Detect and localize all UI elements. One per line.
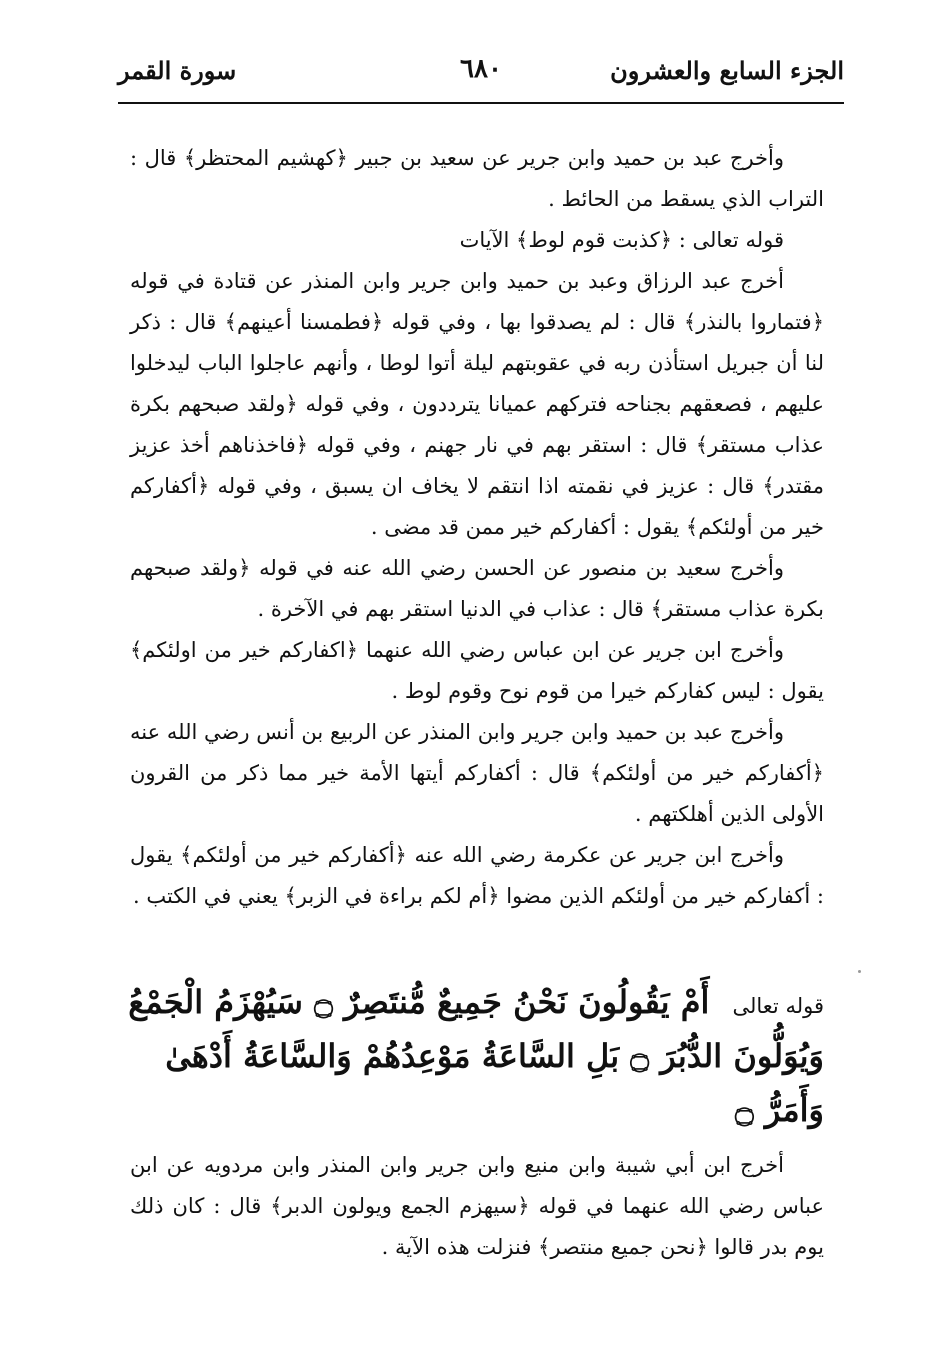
quran-verse: أَمْ يَقُولُونَ نَحْنُ جَمِيعٌ مُّنتَصِرٌ ۝ سَيُهْزَمُ الْجَمْعُ وَيُوَلُّونَ الدُّبُرَ ۝ بَلِ السَّاعَةُ مَوْعِدُهُمْ وَالسَّاعَةُ أَدْهَىٰ وَأَمَرُّ ۝ — [128, 983, 824, 1129]
final-text — [130, 1124, 824, 1289]
header-rule — [118, 102, 844, 104]
paragraph-7: وأخرج ابن جرير عن عكرمة رضي الله عنه ﴿أكفاركم خير من أولئكم﴾ يقول : أكفاركم خير من أولئكم الذين مضوا ﴿أم لكم براءة في الزبر﴾ يعني في الكتب . — [130, 843, 824, 908]
paragraph-3: أخرج عبد الرزاق وعبد بن حميد وابن جرير وابن المنذر عن قتادة في قوله ﴿فتماروا بالنذر﴾ قال : لم يصدقوا بها ، وفي قوله ﴿فطمسنا أعينهم﴾ قال : ذكر لنا أن جبريل استأذن ربه في عقوبتهم ليلة أتوا لوطا ، وأنهم عاجلوا الباب ليدخلوا عليهم ، فصعقهم بجناحه فتركهم عميانا يترددون ، وفي قوله ﴿ولقد صبحهم بكرة عذاب مستقر﴾ قال : استقر بهم في نار جهنم ، وفي قوله ﴿فاخذناهم أخذ عزيز مقتدر﴾ قال : عزيز في نقمته اذا انتقم لا يخاف ان يسبق ، وفي قوله ﴿أكفاركم خير من أولئكم﴾ يقول : أكفاركم خير ممن قد مضى . — [130, 269, 824, 539]
final-paragraph: أخرج ابن أبي شيبة وابن منيع وابن جرير وابن المنذر وابن مردويه عن ابن عباس رضي الله عنهما في قوله ﴿سيهزم الجمع ويولون الدبر﴾ قال : كان ذلك يوم بدر قالوا ﴿نحن جميع منتصر﴾ فنزلت هذه الآية . — [130, 1153, 824, 1259]
page-header — [118, 40, 844, 100]
main-text — [130, 138, 824, 917]
verse-intro: قوله تعالى — [732, 994, 824, 1018]
page-number: ٦٨٠ — [460, 54, 502, 84]
juz-title: الجزء السابع والعشرون — [610, 56, 844, 85]
paragraph-5: وأخرج ابن جرير عن ابن عباس رضي الله عنهما ﴿اكفاركم خير من اولئكم﴾ يقول : ليس كفاركم خيرا من قوم نوح وقوم لوط . — [130, 638, 824, 703]
paragraph-6: وأخرج عبد بن حميد وابن جرير وابن المنذر عن الربيع بن أنس رضي الله عنه ﴿أكفاركم خير من أولئكم﴾ قال : أكفاركم أيتها الأمة خير مما ذكر من القرون الأولى الذين أهلكتهم . — [130, 720, 824, 826]
paragraph-2: قوله تعالى : ﴿كذبت قوم لوط﴾ الآيات — [459, 228, 784, 252]
paragraph-4: وأخرج سعيد بن منصور عن الحسن رضي الله عنه في قوله ﴿ولقد صبحهم بكرة عذاب مستقر﴾ قال : عذاب في الدنيا استقر بهم في الآخرة . — [130, 556, 824, 621]
quran-verse-block — [128, 975, 824, 1137]
paragraph-1: وأخرج عبد بن حميد وابن جرير عن سعيد بن جبير ﴿كهشيم المحتظر﴾ قال : التراب الذي يسقط من الحائط . — [130, 146, 824, 211]
surah-title: سورة القمر — [118, 56, 237, 85]
scan-speck — [858, 970, 861, 973]
